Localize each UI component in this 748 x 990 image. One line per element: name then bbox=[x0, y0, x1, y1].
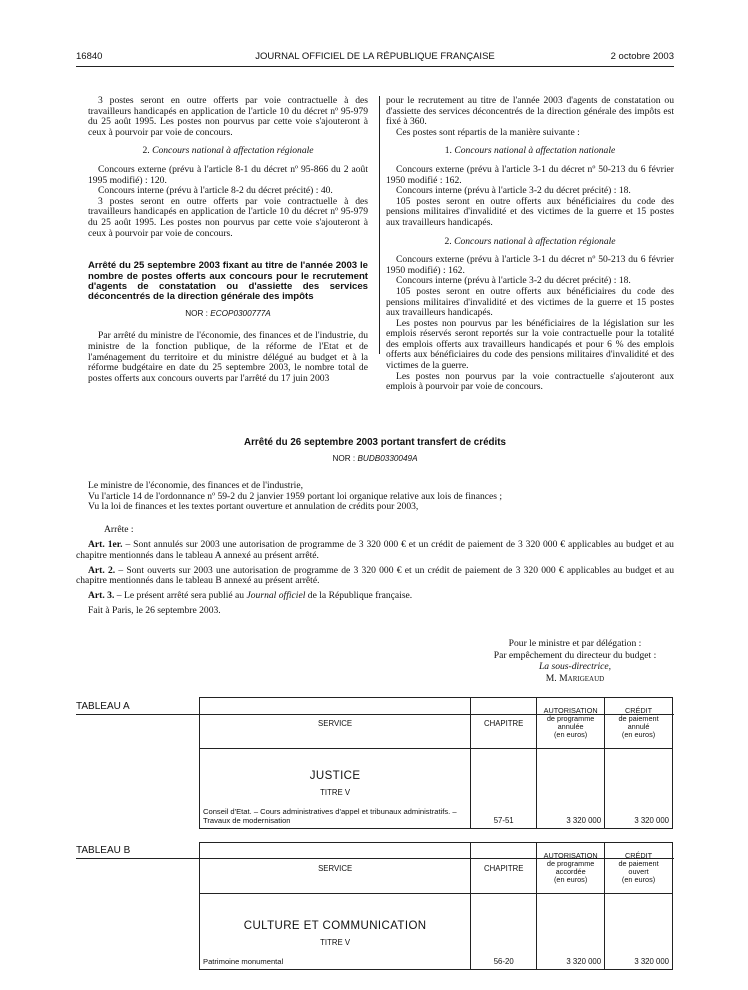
article-1 bbox=[76, 540, 674, 561]
paragraph: Le ministre de l'économie, des finances et de l'industrie, bbox=[88, 480, 303, 491]
service-cell bbox=[200, 894, 471, 970]
paragraph: Concours interne (prévu à l'article 3-2 du décret précité) : 18. bbox=[396, 275, 631, 287]
tableau-a-label: TABLEAU A bbox=[76, 701, 130, 712]
ministry-name: CULTURE ET COMMUNICATION bbox=[243, 920, 427, 932]
arrete2-body bbox=[76, 481, 674, 617]
col-autorisation bbox=[537, 698, 605, 749]
article-3 bbox=[76, 591, 674, 602]
section-number: 1. bbox=[444, 145, 452, 157]
ministry-name: JUSTICE bbox=[309, 770, 361, 782]
article-label: Art. 2. bbox=[88, 564, 116, 576]
issue-date: 2 octobre 2003 bbox=[610, 51, 674, 62]
header-line: de programme bbox=[546, 859, 595, 868]
header-line: (en euros) bbox=[553, 730, 588, 739]
tableau-a bbox=[199, 697, 673, 829]
credit-cell: 3 320 000 bbox=[605, 894, 673, 970]
section-title: Concours national à affectation régionale bbox=[454, 235, 616, 247]
paragraph: Les postes non pourvus par les bénéficiaires de la législation sur les emplois réservés seront reportés sur la voie contractuelle pour la totalité des emplois offerts aux travailleurs handicapés et pour 6 % des emplois offerts aux bénéficiaires du code des pensions militaires d'invalidité et des victimes de la guerre. bbox=[386, 317, 674, 372]
header-line: AUTORISATION bbox=[543, 706, 598, 715]
col-service: SERVICE bbox=[200, 843, 471, 894]
paragraph: 105 postes seront en outre offerts aux bénéficiaires du code des pensions militaires d'invalidité et des victimes de la guerre et 15 postes aux travailleurs handicapés. bbox=[386, 195, 674, 228]
paragraph: Vu l'article 14 de l'ordonnance nº 59-2 du 2 janvier 1959 portant loi organique relative aux lois de finances ; bbox=[88, 490, 503, 502]
header-line: annulé bbox=[627, 722, 650, 731]
paragraph: Concours interne (prévu à l'article 3-2 du décret précité) : 18. bbox=[396, 185, 631, 197]
col-chapitre: CHAPITRE bbox=[471, 843, 537, 894]
header-line: ouvert bbox=[628, 867, 649, 876]
paragraph: Ces postes sont répartis de la manière suivante : bbox=[396, 126, 580, 138]
credit-cell: 3 320 000 bbox=[605, 749, 673, 829]
section-number: 2. bbox=[142, 145, 150, 157]
article-2 bbox=[76, 566, 674, 587]
paragraph: 105 postes seront en outre offerts aux bénéficiaires du code des pensions militaires d'invalidité et des victimes de la guerre et 15 postes aux travailleurs handicapés. bbox=[386, 285, 674, 319]
table-row bbox=[200, 894, 673, 970]
service-cell bbox=[200, 749, 471, 829]
nor-label: NOR : bbox=[332, 454, 358, 463]
titre: TITRE V bbox=[320, 788, 351, 797]
paragraph: Vu la loi de finances et les textes portant ouverture et annulation de crédits pour 2003, bbox=[88, 501, 419, 513]
page-number: 16840 bbox=[76, 51, 103, 62]
nor-reference bbox=[88, 309, 368, 320]
header-line: AUTORISATION bbox=[543, 851, 598, 860]
paragraph: 3 postes seront en outre offerts par voie contractuelle à des travailleurs handicapés en application de l'article 10 du décret nº 95-979 du 25 août 1995. Les postes non pourvus par cette voie s'ajouteront à ceux à pourvoir par voie de concours. bbox=[88, 195, 368, 239]
header-line: annulée bbox=[557, 722, 584, 731]
column-divider bbox=[379, 96, 380, 354]
chapitre-cell: 57-51 bbox=[471, 749, 537, 829]
tableau-b-label: TABLEAU B bbox=[76, 845, 131, 856]
section-heading bbox=[386, 146, 674, 157]
nor-label: NOR : bbox=[185, 308, 211, 318]
signatory-name: M. Marigeaud bbox=[545, 672, 605, 684]
section-heading bbox=[88, 146, 368, 157]
article-text: – Sont annulés sur 2003 une autorisation de programme de 3 320 000 € et un crédit de paiement de 3 320 000 € applicables au budget et au chapitre mentionnés dans le tableau A annexé au présent arrêté. bbox=[76, 539, 674, 561]
right-column bbox=[386, 96, 674, 393]
paragraph: Concours externe (prévu à l'article 8-1 du décret nº 95-866 du 2 août 1995 modifié) : 120. bbox=[88, 163, 368, 186]
header-line: de programme bbox=[546, 714, 595, 723]
left-column bbox=[88, 96, 368, 384]
autorisation-cell: 3 320 000 bbox=[537, 749, 605, 829]
paragraph: Concours externe (prévu à l'article 3-1 du décret nº 50-213 du 6 février 1950 modifié) : 162. bbox=[386, 254, 674, 276]
header-line: (en euros) bbox=[554, 875, 588, 884]
titre: TITRE V bbox=[320, 938, 351, 947]
service-label: Conseil d'Etat. – Cours administratives d'appel et tribunaux administratifs. – Travaux de modernisation bbox=[203, 807, 457, 825]
arrete-title: Arrêté du 25 septembre 2003 fixant au titre de l'année 2003 le nombre de postes offerts aux concours pour le recrutement d'agents de constatation ou d'assiette des services déconcentrés de la direction générale des impôts bbox=[88, 260, 368, 303]
journal-title: JOURNAL OFFICIEL DE LA RÉPUBLIQUE FRANÇAISE bbox=[255, 51, 495, 62]
paragraph: Les postes non pourvus par la voie contractuelle s'ajouteront aux emplois à pourvoir par voie de concours. bbox=[386, 370, 674, 393]
fait-a-paris: Fait à Paris, le 26 septembre 2003. bbox=[88, 605, 221, 617]
header-line: (en euros) bbox=[621, 730, 656, 739]
col-autorisation bbox=[537, 843, 605, 894]
signature-line: Par empêchement du directeur du budget : bbox=[493, 649, 657, 661]
article-text: – Le présent arrêté sera publié au bbox=[114, 589, 247, 601]
article-text: – Sont ouverts sur 2003 une autorisation de programme de 3 320 000 € et un crédit de paiement de 3 320 000 € applicables au budget et au chapitre mentionnés dans le tableau B annexé au présent arrêté. bbox=[76, 564, 674, 587]
service-label: Patrimoine monumental bbox=[203, 957, 284, 966]
journal-name: Journal officiel bbox=[246, 589, 306, 601]
signature-line: La sous-directrice, bbox=[538, 661, 612, 673]
header-line: (en euros) bbox=[621, 875, 656, 884]
nor-code: BUDB0330049A bbox=[357, 454, 418, 463]
article-label: Art. 1er. bbox=[88, 539, 123, 551]
tableau-b bbox=[199, 842, 673, 970]
autorisation-cell: 3 320 000 bbox=[537, 894, 605, 970]
col-credit bbox=[605, 843, 673, 894]
nor-code: ECOP0300777A bbox=[210, 308, 271, 318]
section-number: 2. bbox=[444, 235, 452, 247]
col-service: SERVICE bbox=[200, 698, 471, 749]
header-rule bbox=[76, 66, 674, 67]
chapitre-cell: 56-20 bbox=[471, 894, 537, 970]
section-heading bbox=[386, 237, 674, 248]
signature-line: Pour le ministre et par délégation : bbox=[508, 638, 642, 649]
col-chapitre: CHAPITRE bbox=[471, 698, 537, 749]
paragraph: 3 postes seront en outre offerts par voie contractuelle à des travailleurs handicapés en application de l'article 10 du décret nº 95-979 du 25 août 1995. Les postes non pourvus par cette voie s'ajouteront à ceux à pourvoir par voie de concours. bbox=[88, 95, 368, 138]
header-line: accordée bbox=[555, 867, 586, 876]
paragraph: pour le recrutement au titre de l'année 2003 d'agents de constatation ou d'assiette des services déconcentrés de la direction générale des impôts est fixé à 360. bbox=[386, 95, 674, 128]
header-line: CRÉDIT bbox=[624, 706, 653, 715]
paragraph: Concours externe (prévu à l'article 3-1 du décret nº 50-213 du 6 février 1950 modifié : 162. bbox=[386, 163, 674, 186]
col-credit bbox=[605, 698, 673, 749]
article-text: de la République française. bbox=[305, 589, 413, 601]
paragraph: Par arrêté du ministre de l'économie, des finances et de l'industrie, du ministre de la fonction publique, de la réforme de l'Etat et de l'aménagement du territoire et du ministre délégué au budget et à la réforme budgétaire en date du 25 septembre 2003, le nombre total de postes offerts aux concours ouverts par l'arrêté du 17 juin 2003 bbox=[88, 330, 368, 384]
table-row bbox=[200, 749, 673, 829]
section-title: Concours national à affectation régionale bbox=[152, 145, 314, 157]
paragraph: Concours interne (prévu à l'article 8-2 du décret précité) : 40. bbox=[98, 185, 333, 197]
header-line: CRÉDIT bbox=[624, 851, 653, 860]
nor-reference bbox=[76, 454, 674, 463]
arrete2-title: Arrêté du 26 septembre 2003 portant transfert de crédits bbox=[244, 437, 506, 448]
article-label: Art. 3. bbox=[88, 589, 115, 601]
arrete-label: Arrête : bbox=[104, 523, 134, 535]
header-line: de paiement bbox=[618, 714, 659, 723]
header-line: de paiement bbox=[618, 859, 659, 868]
section-title: Concours national à affectation nationale bbox=[454, 145, 616, 157]
signature-block bbox=[470, 638, 680, 684]
